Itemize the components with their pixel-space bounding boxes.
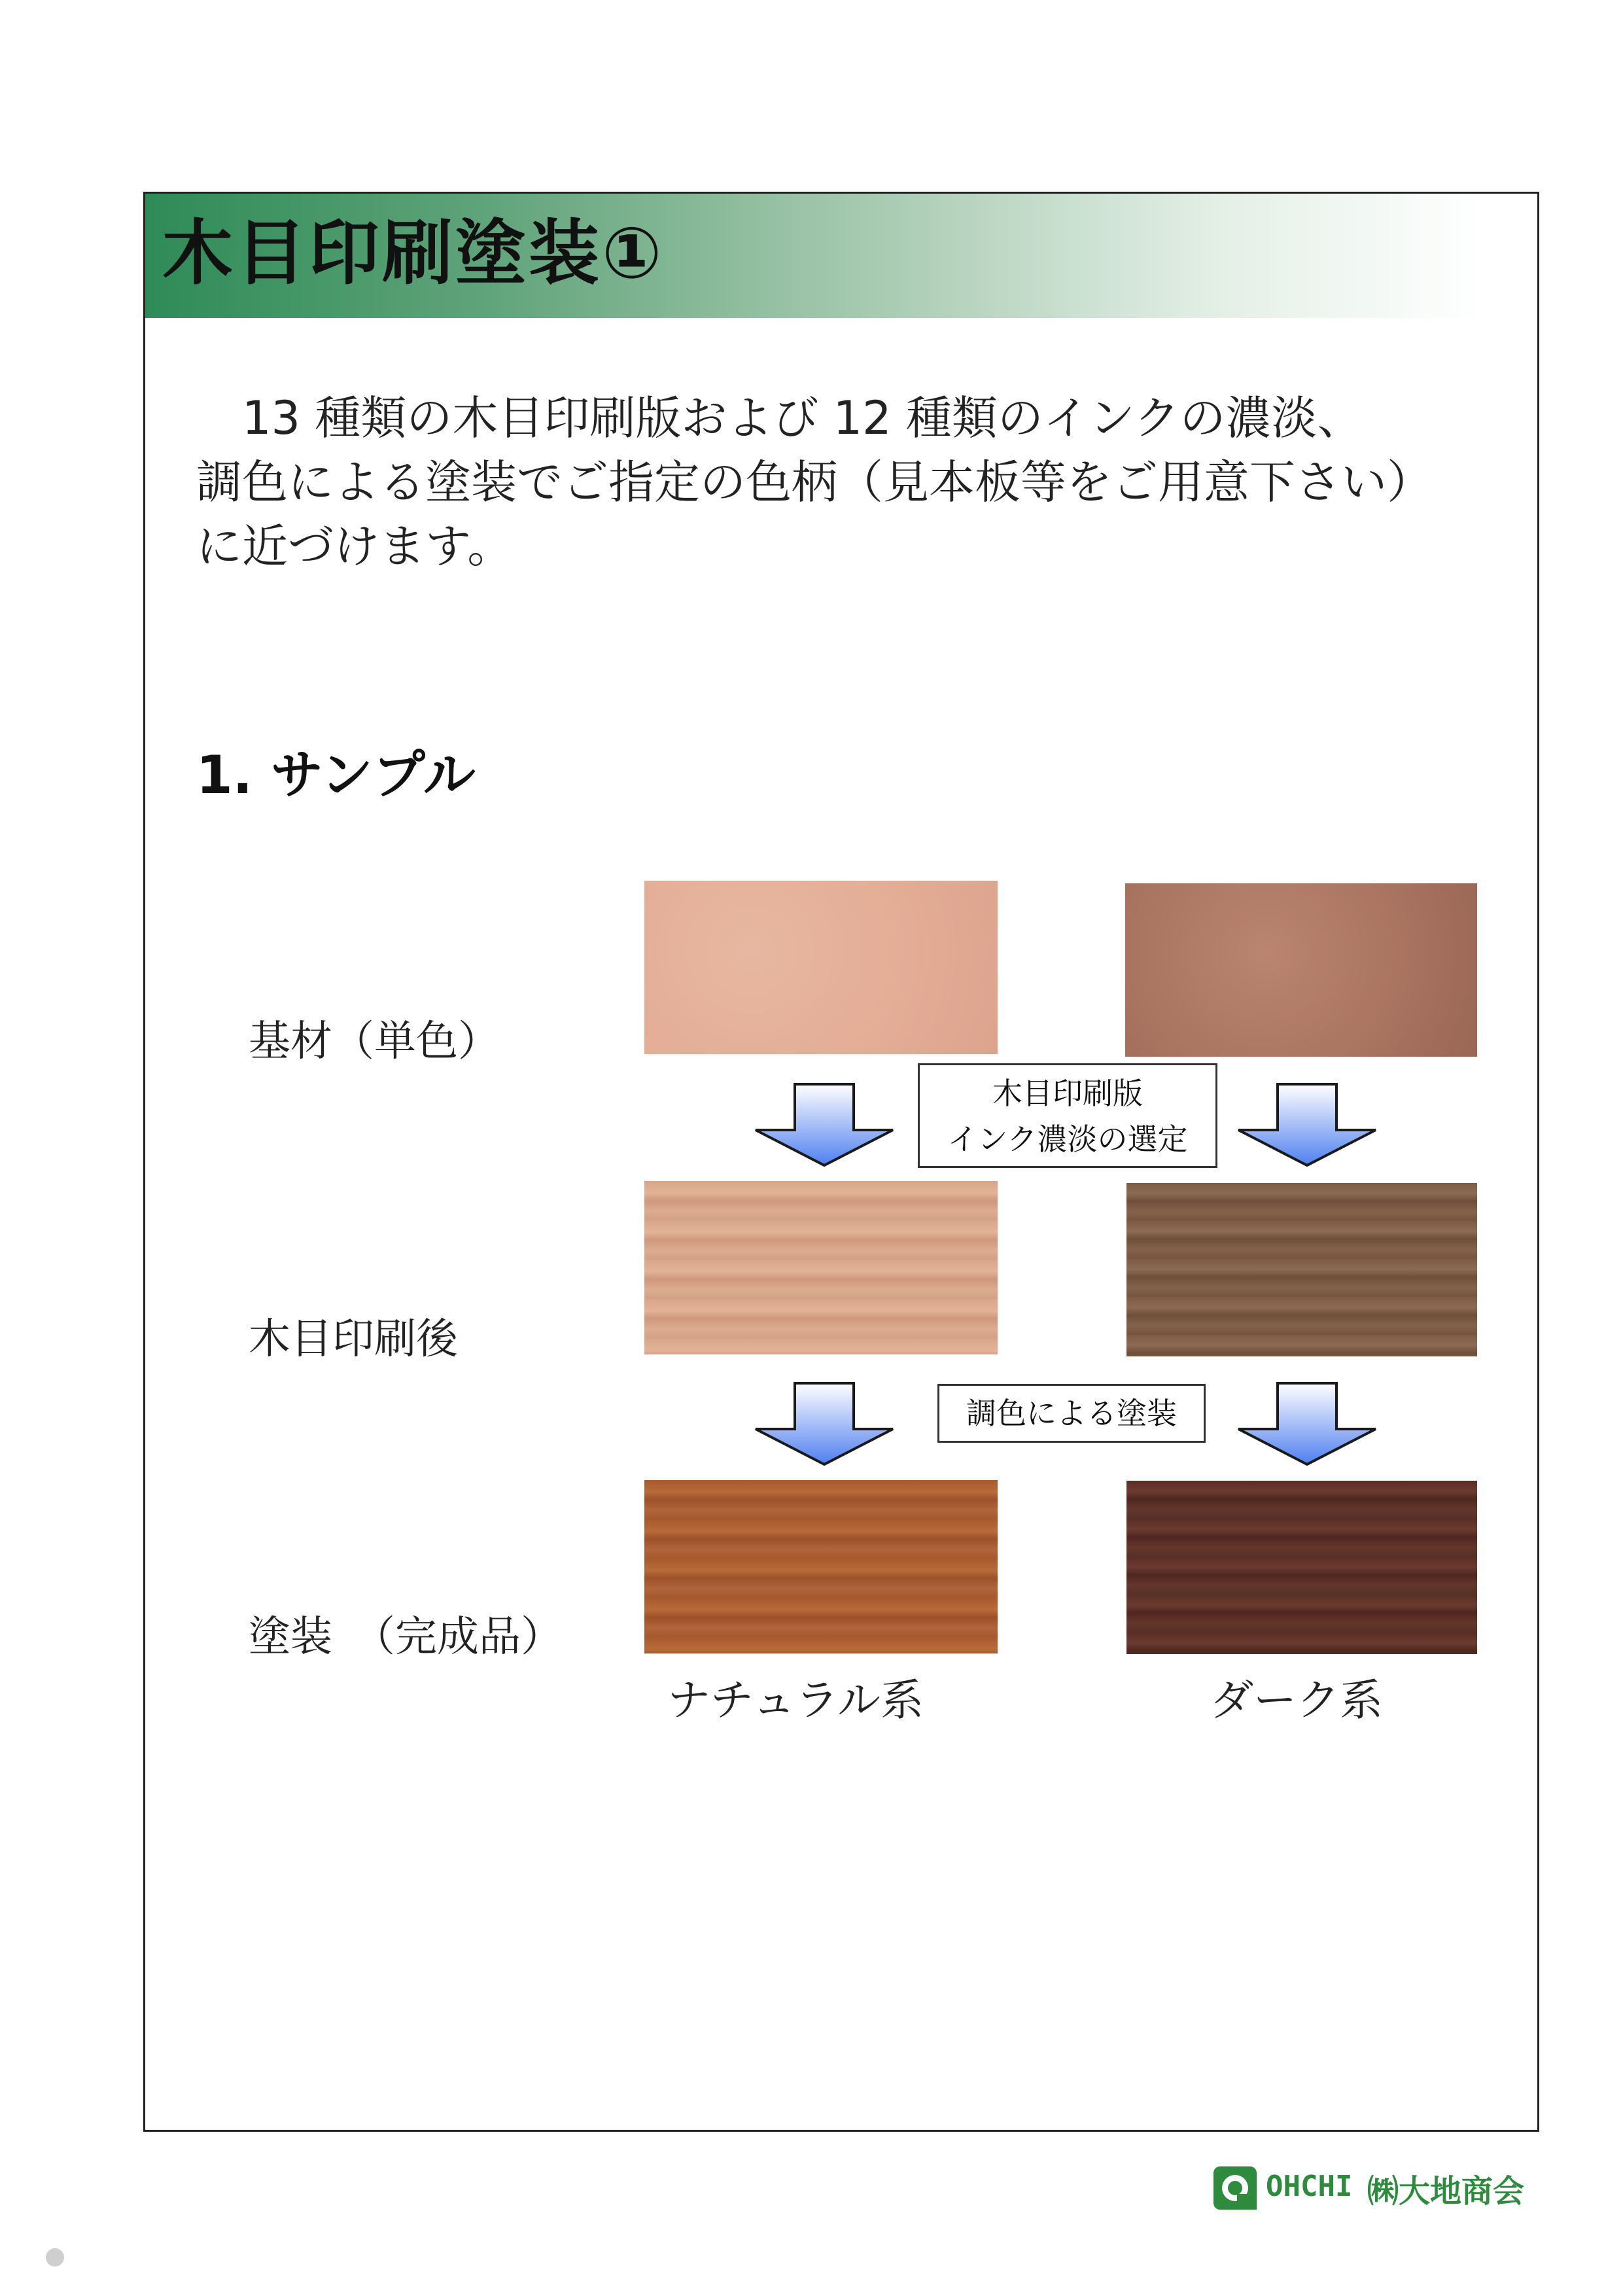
swatch-base-natural (644, 881, 998, 1054)
swatch-painted-dark (1126, 1481, 1477, 1654)
footer-company: ㈱大地商会 (1367, 2173, 1525, 2210)
swatch-printed-dark (1126, 1183, 1477, 1356)
down-arrow-icon (1235, 1382, 1379, 1467)
intro-line: に近づけます。 (196, 520, 514, 573)
caption-natural: ナチュラル系 (667, 1675, 924, 1725)
row-label-painted: 塗装 （完成品） (249, 1613, 563, 1661)
down-arrow-icon (752, 1382, 896, 1467)
swatch-printed-natural (644, 1181, 998, 1354)
ohchi-logo-icon (1212, 2165, 1258, 2211)
page-indicator-dot (46, 2248, 64, 2267)
down-arrow-icon (1235, 1083, 1379, 1168)
footer-brand: OHCHI (1266, 2170, 1353, 2203)
intro-paragraph (196, 386, 1518, 578)
step-box-print-selection (918, 1063, 1217, 1168)
section-heading: 1. サンプル (196, 745, 476, 805)
intro-line: 13 種類の木目印刷版および 12 種類のインクの濃淡、 (196, 391, 1363, 445)
down-arrow-icon (752, 1083, 896, 1168)
swatch-base-dark (1125, 883, 1477, 1057)
intro-line: 調色による塗装でご指定の色柄（見本板等をご用意下さい） (196, 455, 1433, 509)
row-label-printed: 木目印刷後 (249, 1315, 458, 1364)
swatch-painted-natural (644, 1480, 998, 1653)
step-label: 木目印刷版 (992, 1076, 1143, 1111)
caption-dark: ダーク系 (1210, 1675, 1383, 1725)
page-title: 木目印刷塗装① (162, 213, 665, 294)
row-label-base: 基材（単色） (249, 1017, 500, 1066)
step-box-color-paint: 調色による塗装 (937, 1384, 1206, 1443)
step-label: インク濃淡の選定 (947, 1122, 1188, 1157)
